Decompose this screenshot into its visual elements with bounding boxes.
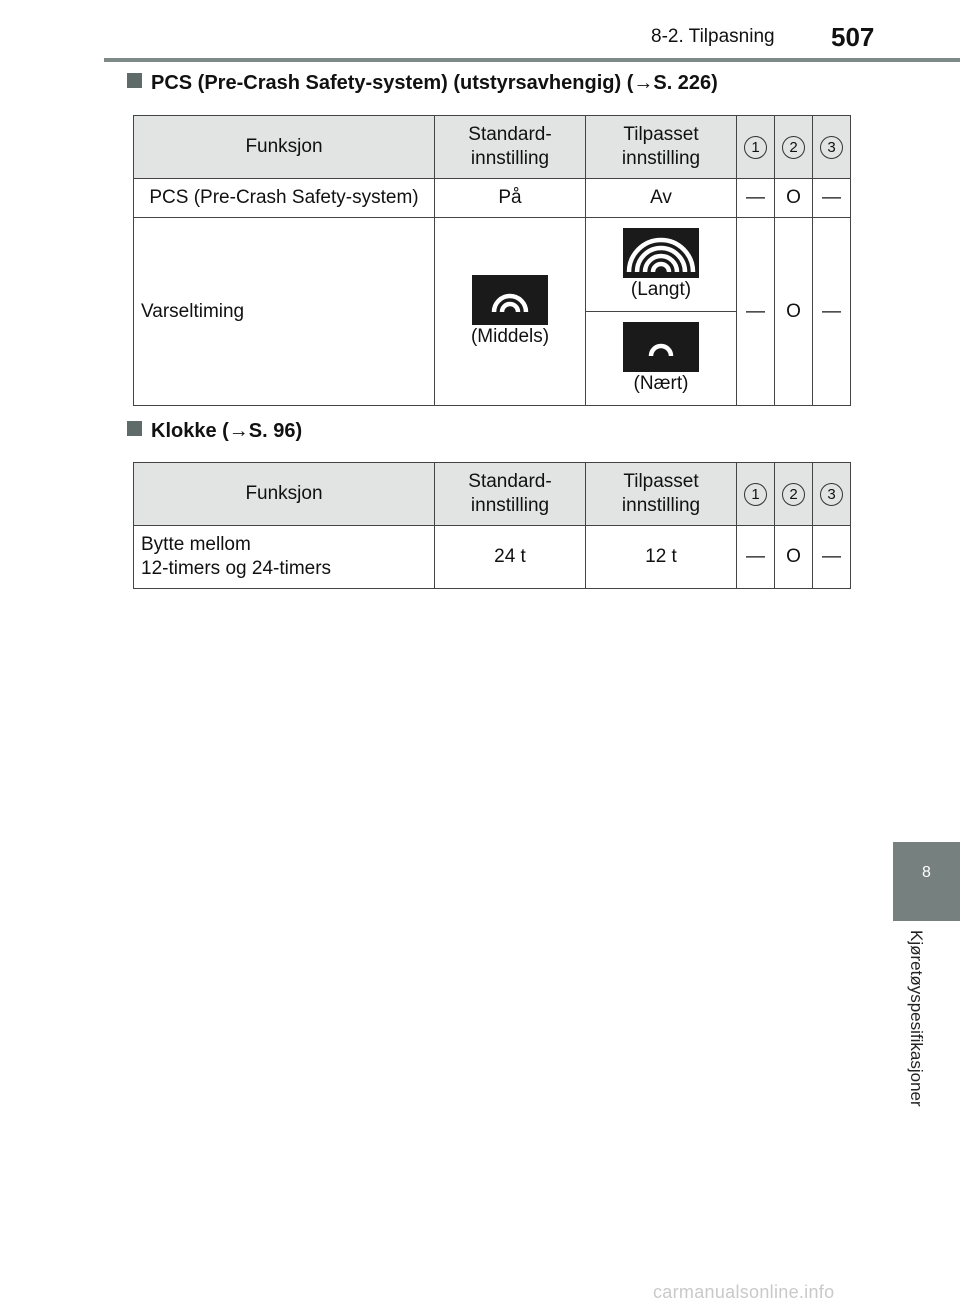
circled-3-icon: 3 [820, 483, 843, 506]
row-c3: — [813, 218, 851, 406]
row-function: PCS (Pre-Crash Safety-system) [134, 179, 435, 218]
heading-bullet-icon [127, 73, 142, 88]
table-row [134, 526, 851, 589]
header-rule [104, 58, 960, 62]
row-default: På [435, 179, 586, 218]
row-c2: O [775, 526, 813, 589]
row-c1: — [737, 179, 775, 218]
circled-1-icon: 1 [744, 483, 767, 506]
row-c1: — [737, 218, 775, 406]
section-heading-clock [127, 420, 302, 443]
col-function: Funksjon [134, 116, 435, 179]
table-header-row [134, 116, 851, 179]
row-default: 24 t [435, 526, 586, 589]
row-function: Varseltiming [134, 218, 435, 406]
table-row [134, 179, 851, 218]
pcs-settings-table [133, 115, 851, 406]
col-custom: Tilpasset innstilling [586, 463, 737, 526]
row-c1: — [737, 526, 775, 589]
custom-option-near [586, 312, 737, 406]
col-default: Standard- innstilling [435, 463, 586, 526]
col-num-3 [813, 463, 851, 526]
col-default: Standard- innstilling [435, 116, 586, 179]
row-c2: O [775, 179, 813, 218]
heading-text: Klokke (→S. 96) [151, 420, 303, 442]
row-c2: O [775, 218, 813, 406]
table-row [134, 218, 851, 312]
warning-arcs-near-icon [623, 322, 699, 372]
page-number: 507 [831, 22, 875, 52]
custom-option-label: (Langt) [630, 278, 692, 300]
clock-settings-table [133, 462, 851, 589]
watermark: carmanualsonline.info [653, 1282, 835, 1302]
col-num-1 [737, 116, 775, 179]
col-num-2 [775, 116, 813, 179]
row-custom: Av [586, 179, 737, 218]
circled-3-icon: 3 [820, 136, 843, 159]
circled-2-icon: 2 [782, 483, 805, 506]
section-heading-pcs [127, 72, 718, 95]
circled-2-icon: 2 [782, 136, 805, 159]
col-custom: Tilpasset innstilling [586, 116, 737, 179]
row-function: Bytte mellom 12-timers og 24-timers [134, 526, 435, 589]
table-header-row [134, 463, 851, 526]
row-default [435, 218, 586, 406]
row-c3: — [813, 179, 851, 218]
chapter-label: Kjøretøyspesifikasjoner [907, 930, 926, 1107]
custom-option-label: (Nært) [633, 372, 689, 394]
warning-arcs-far-icon [623, 228, 699, 278]
col-function: Funksjon [134, 463, 435, 526]
col-num-1 [737, 463, 775, 526]
warning-arcs-middle-icon [472, 275, 548, 325]
heading-bullet-icon [127, 421, 142, 436]
default-label: (Middels) [470, 325, 550, 347]
row-custom: 12 t [586, 526, 737, 589]
custom-option-far [586, 218, 737, 312]
col-num-2 [775, 463, 813, 526]
circled-1-icon: 1 [744, 136, 767, 159]
col-num-3 [813, 116, 851, 179]
heading-text: PCS (Pre-Crash Safety-system) (utstyrsavhengig) (→S. 226) [151, 72, 718, 94]
chapter-tab: 8 [893, 842, 960, 921]
row-c3: — [813, 526, 851, 589]
header-section: 8-2. Tilpasning [651, 26, 775, 47]
